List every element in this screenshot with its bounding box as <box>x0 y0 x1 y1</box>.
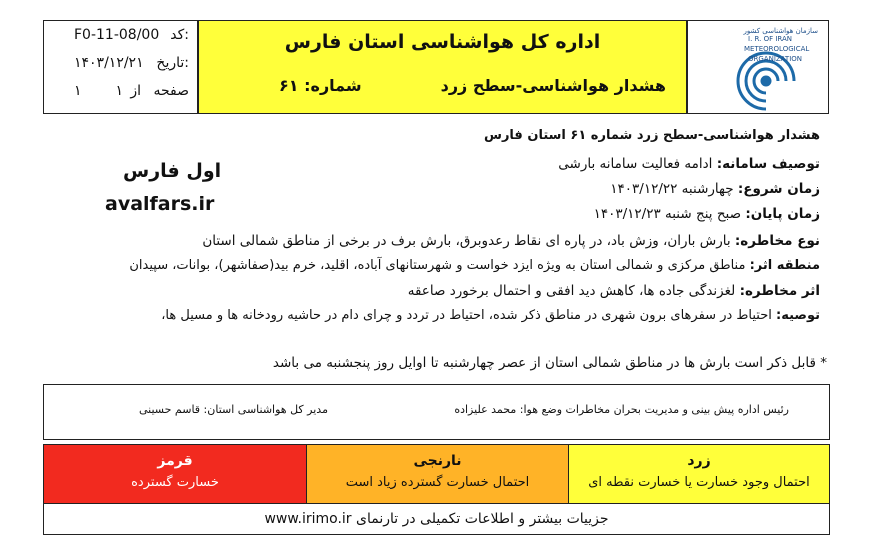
page-of: از <box>130 83 141 99</box>
end-line <box>594 206 820 222</box>
warning-number: شماره: ۶۱ <box>279 76 362 95</box>
logo-en-line-2: METEOROLOGICAL <box>744 45 810 53</box>
signature-box <box>43 384 830 440</box>
level-orange <box>306 444 569 504</box>
hazard-value: بارش باران، وزش باد، در پاره ای نقاط رعدوبرق، بارش برف در برخی از مناطق شمالی استان <box>202 233 731 249</box>
start-line <box>610 181 820 197</box>
end-value: صبح پنج شنبه ۱۴۰۳/۱۲/۲۳ <box>593 206 742 222</box>
code-value: F0-11-08/00 <box>74 27 160 43</box>
page-current: ۱ <box>115 83 123 99</box>
area-line <box>129 258 820 273</box>
warning-heading: هشدار هواشناسی-سطح زرد شماره ۶۱ استان فارس <box>484 128 820 143</box>
logo-en-line-3: ORGANIZATION <box>748 55 803 63</box>
director-signature: مدیر کل هواشناسی استان: قاسم حسینی <box>139 403 328 416</box>
impact-value: لغزندگی جاده ها، کاهش دید افقی و احتمال برخورد صاعقه <box>407 283 736 299</box>
area-value: مناطق مرکزی و شمالی استان به ویژه ایزد خواست و شهرستانهای آباده، اقلید، خرم بید(صفاشهر)، بوانات، سپیدان <box>129 258 746 273</box>
system-line <box>558 156 820 172</box>
start-value: چهارشنبه ۱۴۰۳/۱۲/۲۲ <box>610 181 734 197</box>
level-yellow <box>568 444 830 504</box>
impact-line <box>408 283 820 299</box>
note-line: * قابل ذکر است بارش ها در مناطق شمالی استان از عصر چهارشنبه تا اوایل روز پنجشنبه می باشد <box>272 355 827 371</box>
level-yellow-title: زرد <box>687 453 711 469</box>
level-orange-title: نارنجی <box>413 453 462 469</box>
level-orange-desc: احتمال خسارت گسترده زیاد است <box>345 475 530 490</box>
hazard-label: نوع مخاطره: <box>734 233 820 249</box>
watermark-en: avalfars.ir <box>105 193 215 215</box>
code-label: کد: <box>170 27 189 43</box>
end-label: زمان پایان: <box>745 206 820 222</box>
forecast-head-signature: رئیس اداره پیش بینی و مدیریت بحران مخاطرات وضع هوا: محمد علیزاده <box>454 403 789 416</box>
system-value: ادامه فعالیت سامانه بارشی <box>558 156 713 172</box>
start-label: زمان شروع: <box>737 181 820 197</box>
system-label: توصیف سامانه: <box>716 156 820 172</box>
level-red <box>43 444 307 504</box>
warning-level-title: هشدار هواشناسی-سطح زرد <box>440 76 666 95</box>
document-meta-box <box>43 20 198 114</box>
footer-website-note: جزییات بیشتر و اطلاعات تکمیلی در تارنمای www.irimo.ir <box>43 503 830 535</box>
level-red-title: قرمز <box>157 453 193 469</box>
page-label: صفحه <box>153 83 189 99</box>
impact-label: اثر مخاطره: <box>739 283 820 299</box>
logo-box <box>687 20 829 114</box>
watermark-fa: اول فارس <box>123 160 222 182</box>
level-red-desc: خسارت گسترده <box>131 475 219 490</box>
logo-fa-text: سازمان هواشناسی کشور <box>743 27 818 35</box>
page-title: اداره کل هواشناسی استان فارس <box>284 31 601 53</box>
level-yellow-desc: احتمال وجود خسارت یا خسارت نقطه ای <box>588 475 810 490</box>
header-title-box <box>198 20 687 114</box>
date-label: تاریخ: <box>156 55 189 71</box>
date-value: ۱۴۰۳/۱۲/۲۱ <box>74 55 144 71</box>
logo-en-line-1: I. R. OF IRAN <box>748 35 793 43</box>
advice-label: توصیه: <box>776 308 820 323</box>
page-total: ۱ <box>74 83 82 99</box>
area-label: منطقه اثر: <box>749 258 820 273</box>
hazard-line <box>202 233 820 249</box>
advice-line <box>161 308 820 323</box>
advice-value: احتیاط در سفرهای برون شهری در مناطق ذکر شده، احتیاط در تردد و چرای دام در حاشیه رودخانه ها و مسیل ها، <box>161 308 772 323</box>
